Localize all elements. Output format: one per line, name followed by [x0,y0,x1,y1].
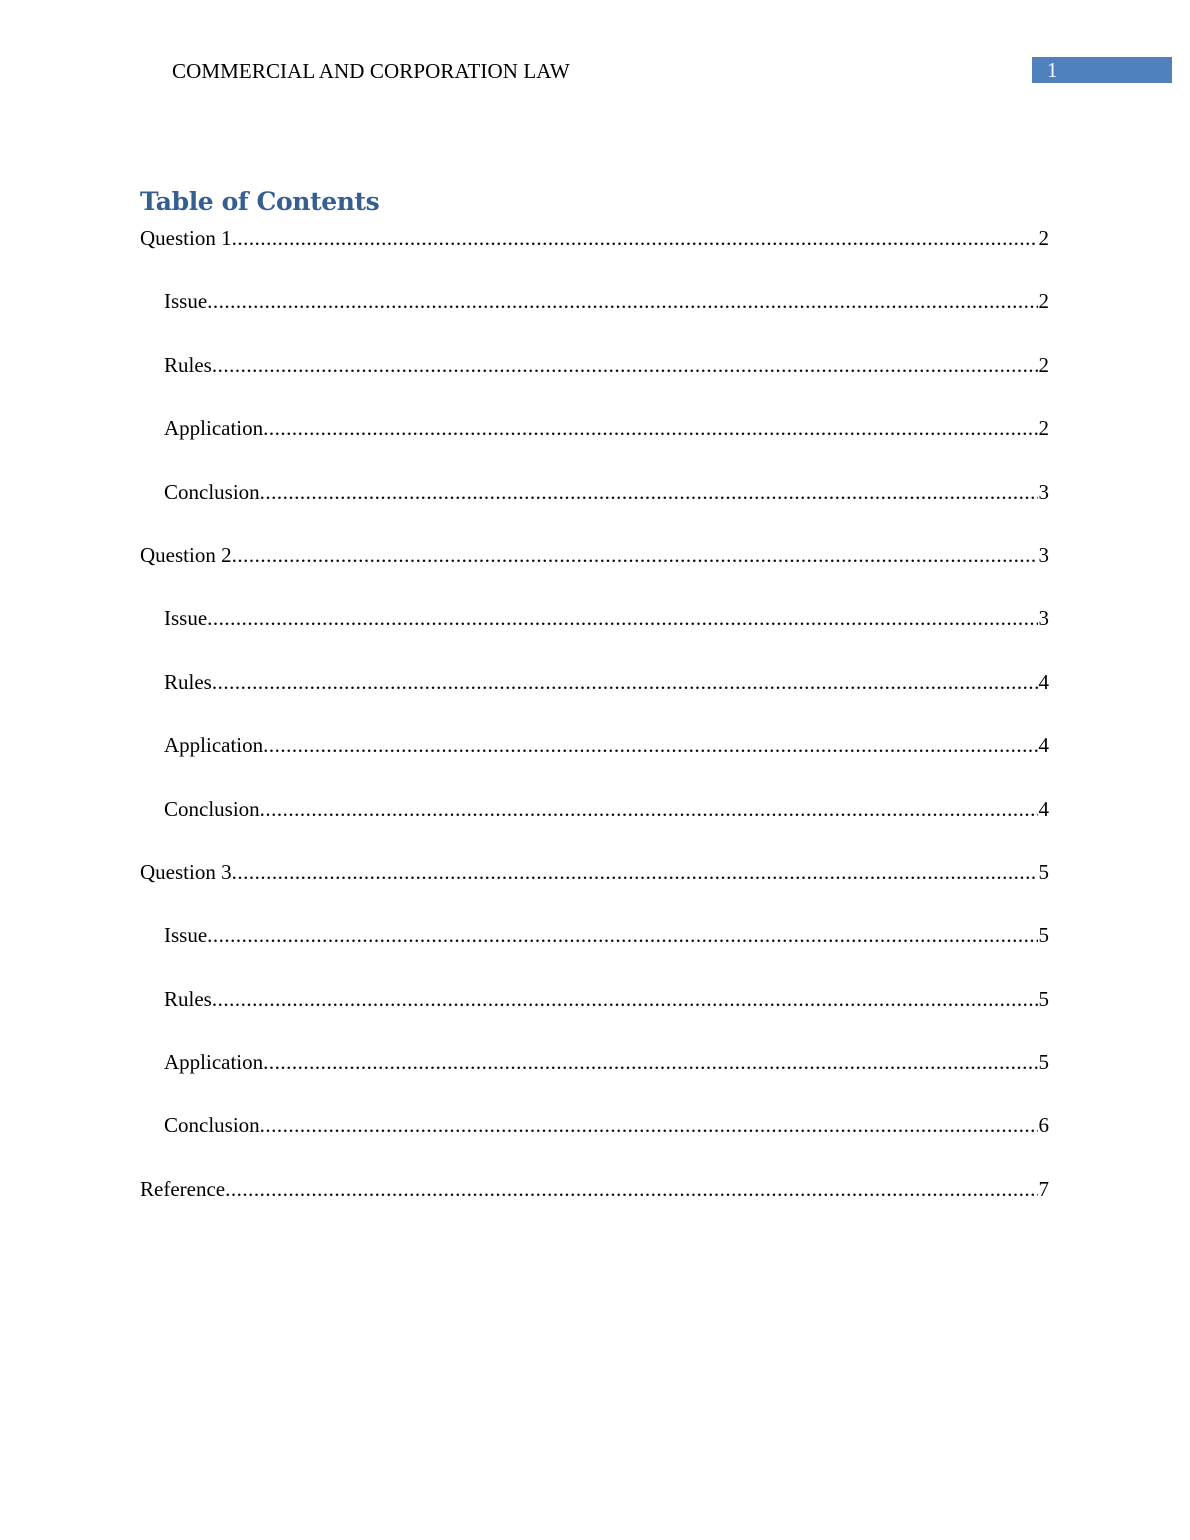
toc-entry-page: 4 [1038,796,1049,821]
toc-entry-q1-conclusion[interactable] [140,476,1049,539]
toc-entry-page: 2 [1038,226,1049,250]
toc-entry-page: 5 [1038,986,1049,1011]
toc-entry-page: 7 [1038,1176,1049,1201]
toc-entry-label: Issue [164,923,208,948]
toc-entry-q3-conclusion[interactable] [140,1109,1049,1172]
toc-dot-leader [232,856,1038,888]
toc-dot-leader [232,539,1038,571]
toc-dot-leader [212,349,1038,381]
toc-dot-leader [207,919,1037,951]
toc-entry-label: Issue [164,289,208,314]
toc-entry-label: Application [164,416,264,441]
toc-dot-leader [212,983,1038,1015]
toc-entry-page: 3 [1038,542,1049,567]
toc-entry-page: 4 [1038,733,1049,758]
toc-dot-leader [260,793,1038,825]
toc-entry-q2-rules[interactable] [140,666,1049,729]
toc-entry-label: Rules [164,669,212,694]
toc-entry-page: 5 [1038,859,1049,884]
toc-dot-leader [260,1109,1038,1141]
toc-entry-reference[interactable] [140,1173,1049,1236]
toc-entry-label: Issue [164,606,208,631]
toc-entry-label: Rules [164,352,212,377]
toc-entry-q3-application[interactable] [140,1046,1049,1109]
toc-entry-page: 2 [1038,416,1049,441]
toc-entry-q1-rules[interactable] [140,349,1049,412]
toc-entry-label: Rules [164,986,212,1011]
toc-dot-leader [263,412,1037,444]
toc-entry-question-3[interactable] [140,856,1049,919]
toc-entry-label: Application [164,1050,264,1075]
toc-entry-label: Application [164,733,264,758]
toc-entry-q1-issue[interactable] [140,285,1049,348]
toc-dot-leader [212,666,1038,698]
table-of-contents [140,222,1049,1236]
toc-dot-leader [263,729,1037,761]
toc-entry-label: Conclusion [164,479,260,504]
toc-entry-label: Question 2 [140,542,232,567]
toc-entry-label: Conclusion [164,796,260,821]
toc-dot-leader [263,1046,1037,1078]
toc-entry-question-2[interactable] [140,539,1049,602]
toc-entry-page: 5 [1038,923,1049,948]
toc-entry-label: Reference [140,1176,226,1201]
toc-dot-leader [260,476,1038,508]
toc-entry-label: Conclusion [164,1113,260,1138]
toc-entry-page: 2 [1038,352,1049,377]
toc-entry-page: 5 [1038,1050,1049,1075]
toc-entry-label: Question 1 [140,226,232,250]
toc-heading: Table of Contents [140,187,380,216]
toc-entry-q1-application[interactable] [140,412,1049,475]
toc-dot-leader [232,222,1038,254]
toc-entry-label: Question 3 [140,859,232,884]
toc-entry-question-1[interactable] [140,222,1049,285]
toc-entry-q3-rules[interactable] [140,983,1049,1046]
page-number-badge [1032,57,1172,83]
toc-dot-leader [225,1173,1037,1205]
page-number: 1 [1047,58,1058,82]
toc-entry-page: 3 [1038,606,1049,631]
toc-entry-page: 2 [1038,289,1049,314]
toc-entry-q2-conclusion[interactable] [140,793,1049,856]
toc-dot-leader [207,602,1037,634]
toc-entry-q2-application[interactable] [140,729,1049,792]
toc-entry-page: 3 [1038,479,1049,504]
toc-dot-leader [207,285,1037,317]
running-header-title: COMMERCIAL AND CORPORATION LAW [172,59,570,83]
toc-entry-q2-issue[interactable] [140,602,1049,665]
toc-entry-q3-issue[interactable] [140,919,1049,982]
toc-entry-page: 6 [1038,1113,1049,1138]
toc-entry-page: 4 [1038,669,1049,694]
